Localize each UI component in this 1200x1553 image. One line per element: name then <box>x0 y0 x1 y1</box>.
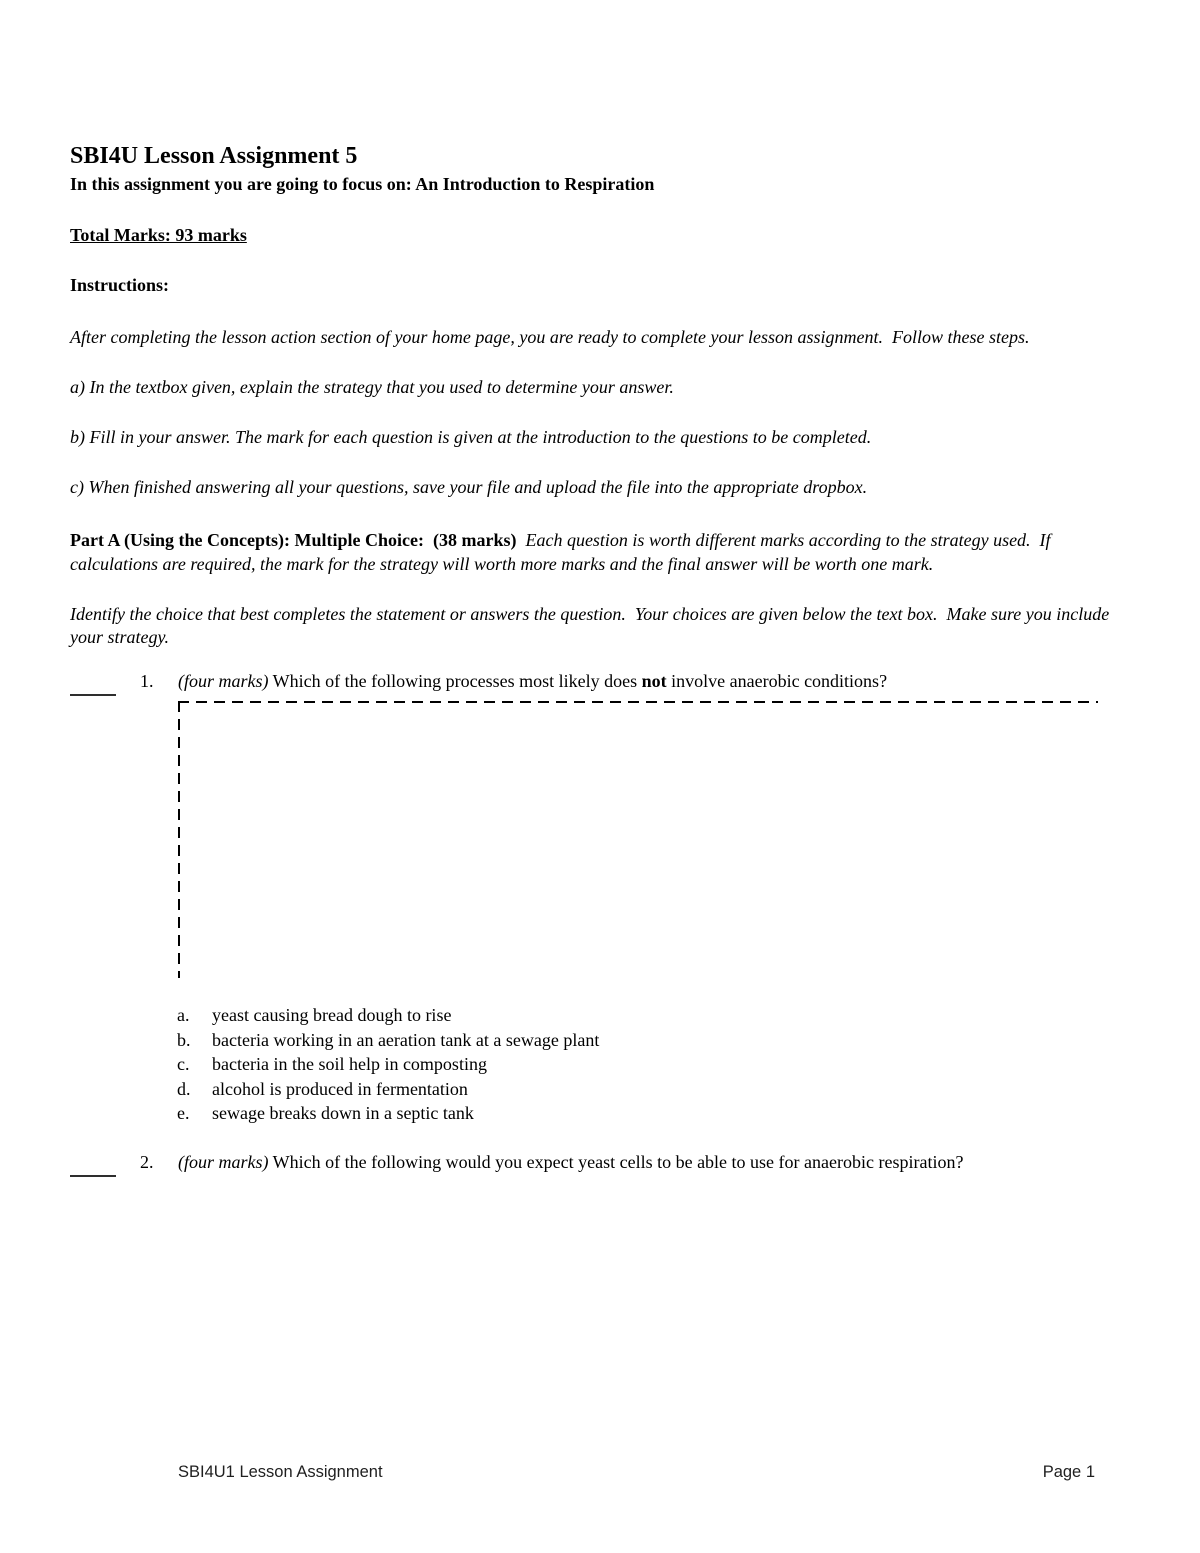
question-2-marks-label: (four marks) <box>178 1151 269 1172</box>
option-a-letter: a. <box>177 1005 190 1025</box>
option-d-text: alcohol is produced in fermentation <box>212 1078 468 1099</box>
part-a-description: Each question is worth different marks according to the strategy used. If calculations are required, the mark for the strategy will worth more marks and the final answer will be worth one mark. <box>70 530 1056 574</box>
option-a <box>177 1003 1110 1028</box>
question-1-number: 1. <box>140 671 154 691</box>
option-d-letter: d. <box>177 1078 191 1099</box>
option-d <box>177 1077 1110 1102</box>
page-footer <box>178 1463 1095 1482</box>
question-1-options <box>177 1003 1110 1126</box>
question-2-text <box>178 1151 1110 1174</box>
footer-doc-name: SBI4U1 Lesson Assignment <box>178 1463 383 1481</box>
option-e-letter: e. <box>177 1103 190 1123</box>
document-content <box>70 141 1114 1174</box>
question-1-text <box>178 670 1110 693</box>
assignment-focus-line: In this assignment you are going to focus on: An Introduction to Respiration <box>70 174 655 194</box>
instruction-step-a: a) In the textbox given, explain the strategy that you used to determine your answer. <box>70 377 674 397</box>
question-1-marks-label: (four marks) <box>178 671 269 691</box>
question-1-emphasis: not <box>641 671 667 691</box>
answer-blank-1[interactable] <box>70 693 116 696</box>
option-b-text: bacteria working in an aeration tank at a sewage plant <box>212 1029 600 1050</box>
option-e-text: sewage breaks down in a septic tank <box>212 1103 474 1123</box>
option-b <box>177 1028 1110 1053</box>
answer-blank-2[interactable] <box>70 1174 116 1177</box>
option-c-letter: c. <box>177 1054 190 1074</box>
identify-instruction: Identify the choice that best completes the statement or answers the question. Your choices are given below the text box. Make sure you include your strategy. <box>70 604 1114 647</box>
option-c <box>177 1052 1110 1077</box>
question-1-text-after: involve anaerobic conditions? <box>666 671 888 691</box>
question-1-row <box>70 670 1110 693</box>
answer-textbox[interactable] <box>178 701 1098 978</box>
part-a-heading-paragraph <box>70 528 1110 576</box>
question-2-row <box>70 1151 1110 1174</box>
option-e <box>177 1101 1110 1126</box>
page-title: SBI4U Lesson Assignment 5 <box>70 143 358 169</box>
footer-page-number: Page 1 <box>1042 1463 1095 1481</box>
instructions-heading: Instructions: <box>70 275 170 295</box>
question-1-text-before: Which of the following processes most likely does <box>268 671 642 691</box>
part-a-heading: Part A (Using the Concepts): Multiple Choice: (38 marks) <box>70 530 517 550</box>
question-2-number: 2. <box>140 1151 154 1172</box>
instruction-step-b: b) Fill in your answer. The mark for each question is given at the introduction to the questions to be completed. <box>70 427 872 447</box>
option-c-text: bacteria in the soil help in composting <box>212 1054 487 1074</box>
instruction-step-c: c) When finished answering all your questions, save your file and upload the file into the appropriate dropbox. <box>70 477 868 497</box>
option-b-letter: b. <box>177 1029 191 1050</box>
question-2-text-body: Which of the following would you expect yeast cells to be able to use for anaerobic respiration? <box>268 1151 964 1172</box>
total-marks: Total Marks: 93 marks <box>70 225 247 245</box>
intro-paragraph: After completing the lesson action section of your home page, you are ready to complete your lesson assignment. Follow these steps. <box>70 327 1030 347</box>
option-a-text: yeast causing bread dough to rise <box>212 1005 452 1025</box>
